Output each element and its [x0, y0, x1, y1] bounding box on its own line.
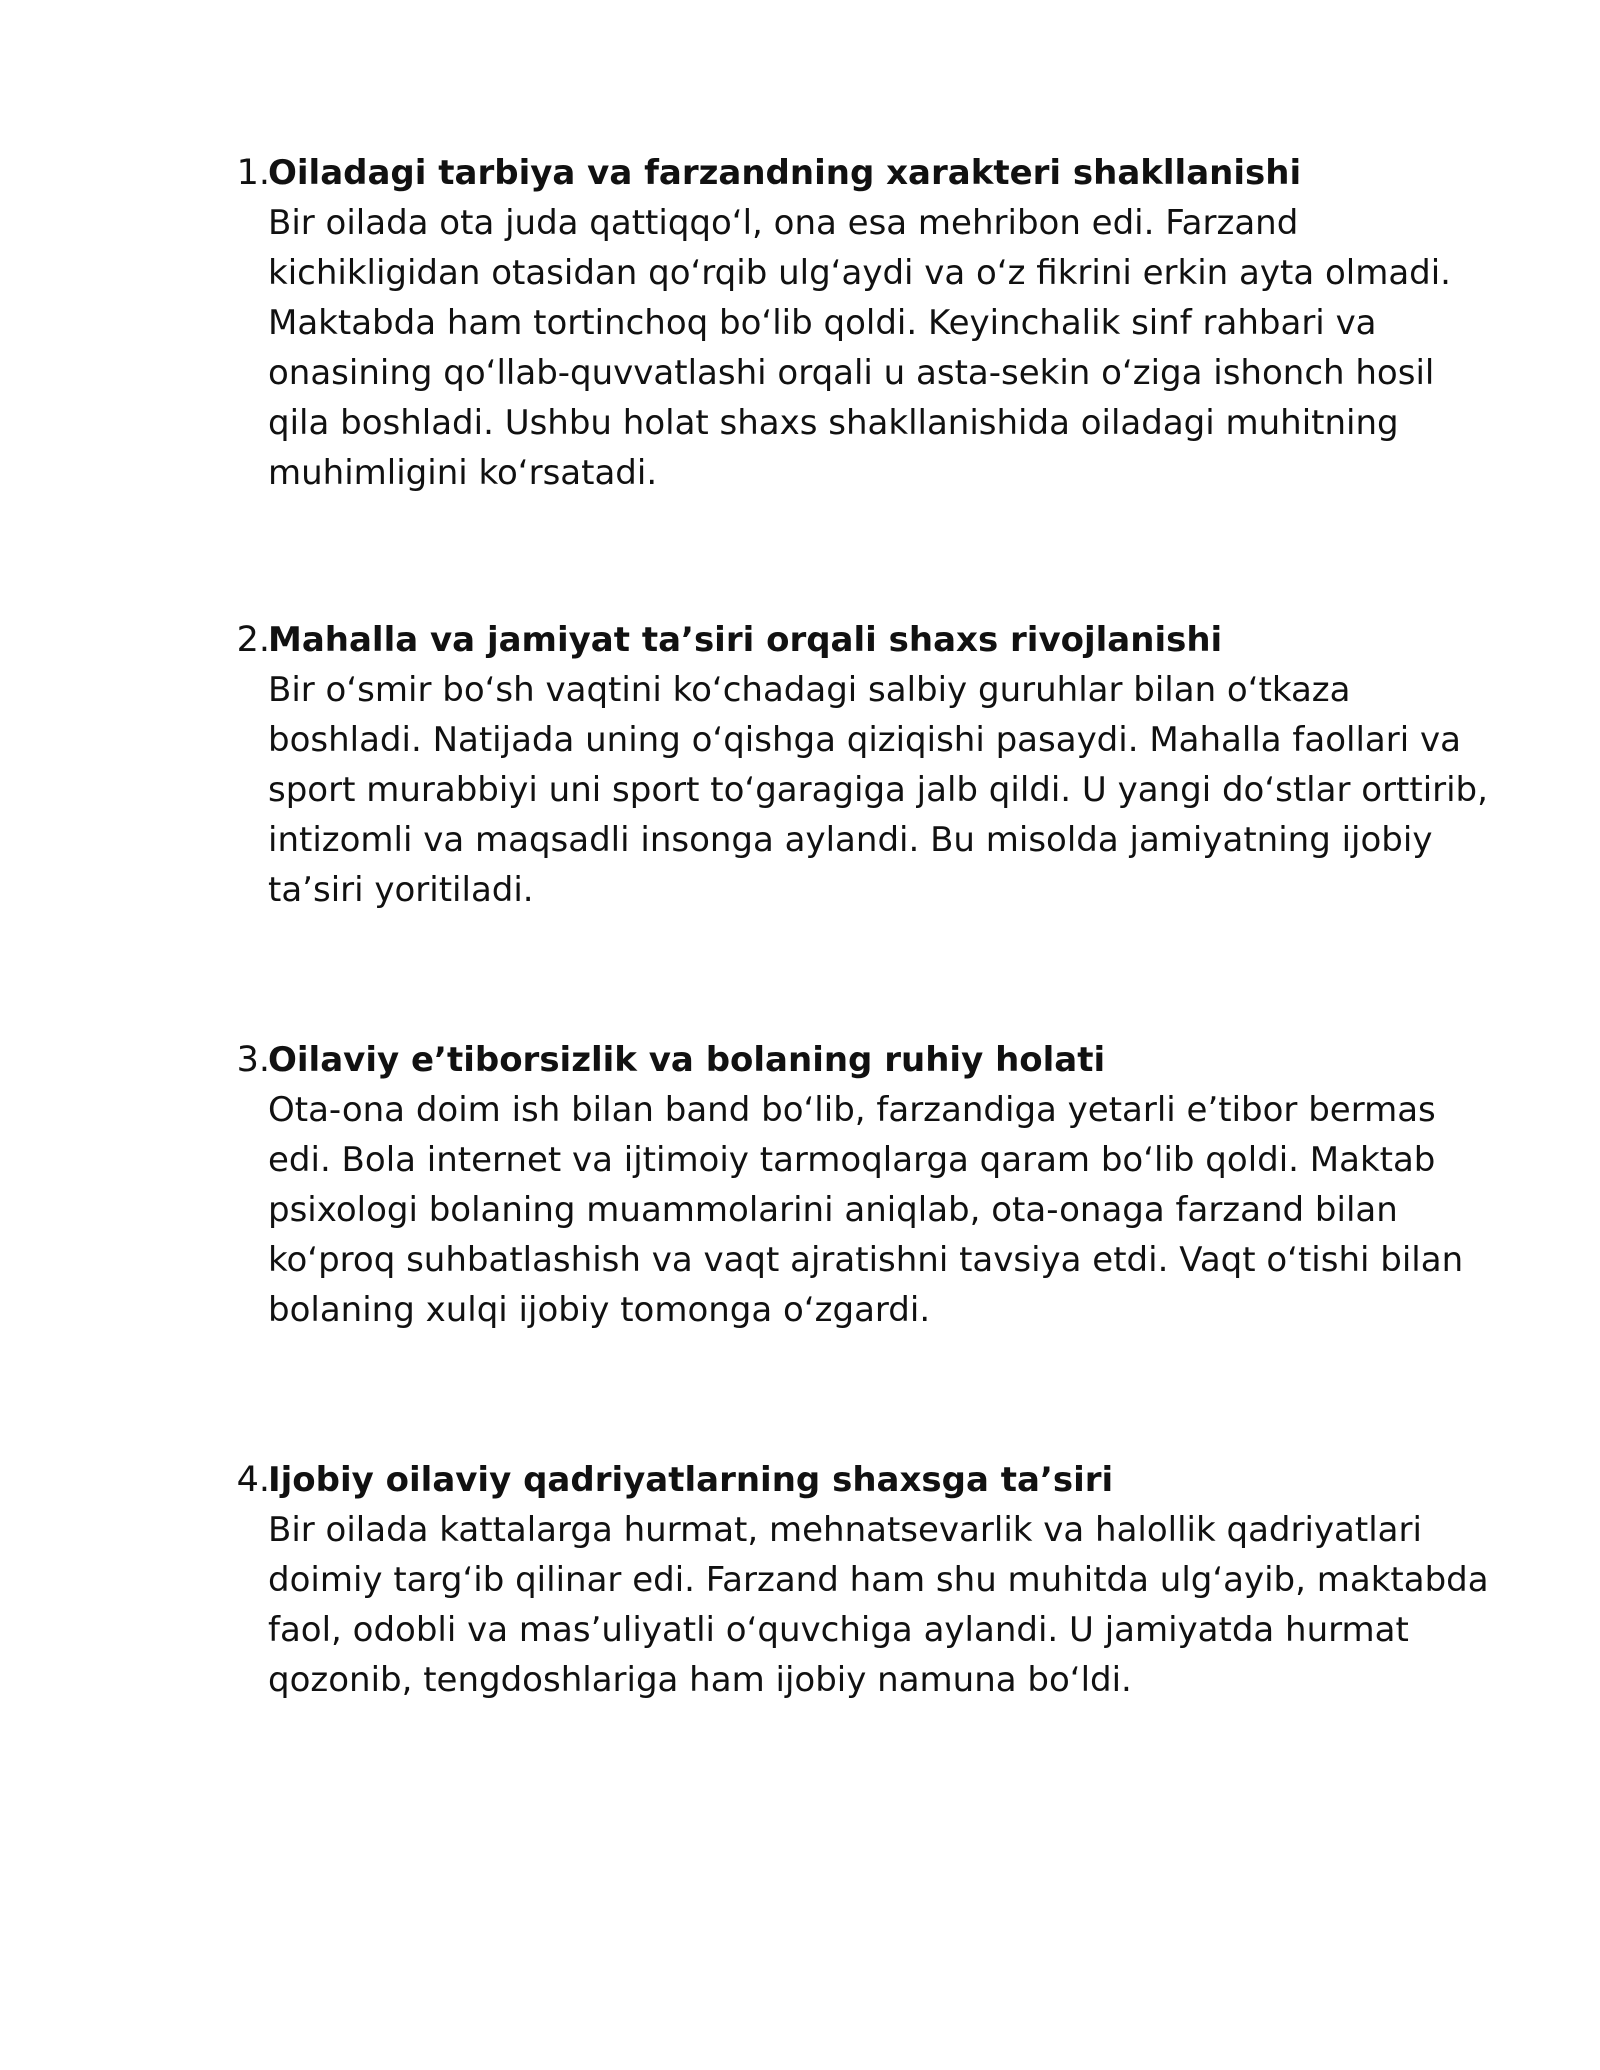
- item-text: Bir o‘smir bo‘sh vaqtini ko‘chadagi salbiy guruhlar bilan o‘tkaza boshladi. Natijada uning o‘qishga qiziqishi pasaydi. Mahalla faollari va sport murabbiyi uni sport to‘garagiga jalb qildi. U yangi do‘stlar orttirib, intizomli va maqsadli insonga aylandi. Bu misolda jamiyatning ijobiy ta’siri yoritiladi.: [268, 670, 1488, 910]
- item-number: 3.: [236, 1040, 270, 1080]
- item-title: Ijobiy oilaviy qadriyatlarning shaxsga ta’siri: [268, 1460, 1114, 1500]
- item-body: [268, 615, 1498, 915]
- item-title: Oiladagi tarbiya va farzandning xarakteri shakllanishi: [268, 153, 1302, 193]
- item-number: 2.: [236, 620, 270, 660]
- item-body: [268, 148, 1498, 498]
- item-text: Ota-ona doim ish bilan band bo‘lib, farzandiga yetarli e’tibor bermas edi. Bola internet va ijtimoiy tarmoqlarga qaram bo‘lib qoldi. Maktab psixologi bolaning muammolarini aniqlab, ota-onaga farzand bilan ko‘proq suhbatlashish va vaqt ajratishni tavsiya etdi. Vaqt o‘tishi bilan bolaning xulqi ijobiy tomonga o‘zgardi.: [268, 1090, 1464, 1330]
- item-title: Mahalla va jamiyat ta’siri orqali shaxs rivojlanishi: [268, 620, 1223, 660]
- item-text: Bir oilada ota juda qattiqqo‘l, ona esa mehribon edi. Farzand kichikligidan otasidan qo‘rqib ulg‘aydi va o‘z fikrini erkin ayta olmadi. Maktabda ham tortinchoq bo‘lib qoldi. Keyinchalik sinf rahbari va onasining qo‘llab-quvvatlashi orqali u asta-sekin o‘ziga ishonch hosil qila boshladi. Ushbu holat shaxs shakllanishida oiladagi muhitning muhimligini ko‘rsatadi.: [268, 203, 1451, 493]
- item-text: Bir oilada kattalarga hurmat, mehnatsevarlik va halollik qadriyatlari doimiy targ‘ib qilinar edi. Farzand ham shu muhitda ulg‘ayib, maktabda faol, odobli va mas’uliyatli o‘quvchiga aylandi. U jamiyatda hurmat qozonib, tengdoshlariga ham ijobiy namuna bo‘ldi.: [268, 1510, 1489, 1700]
- item-body: [268, 1035, 1498, 1335]
- item-title: Oilaviy e’tiborsizlik va bolaning ruhiy holati: [268, 1040, 1106, 1080]
- item-number: 1.: [236, 153, 270, 193]
- item-body: [268, 1455, 1498, 1705]
- item-number: 4.: [236, 1460, 270, 1500]
